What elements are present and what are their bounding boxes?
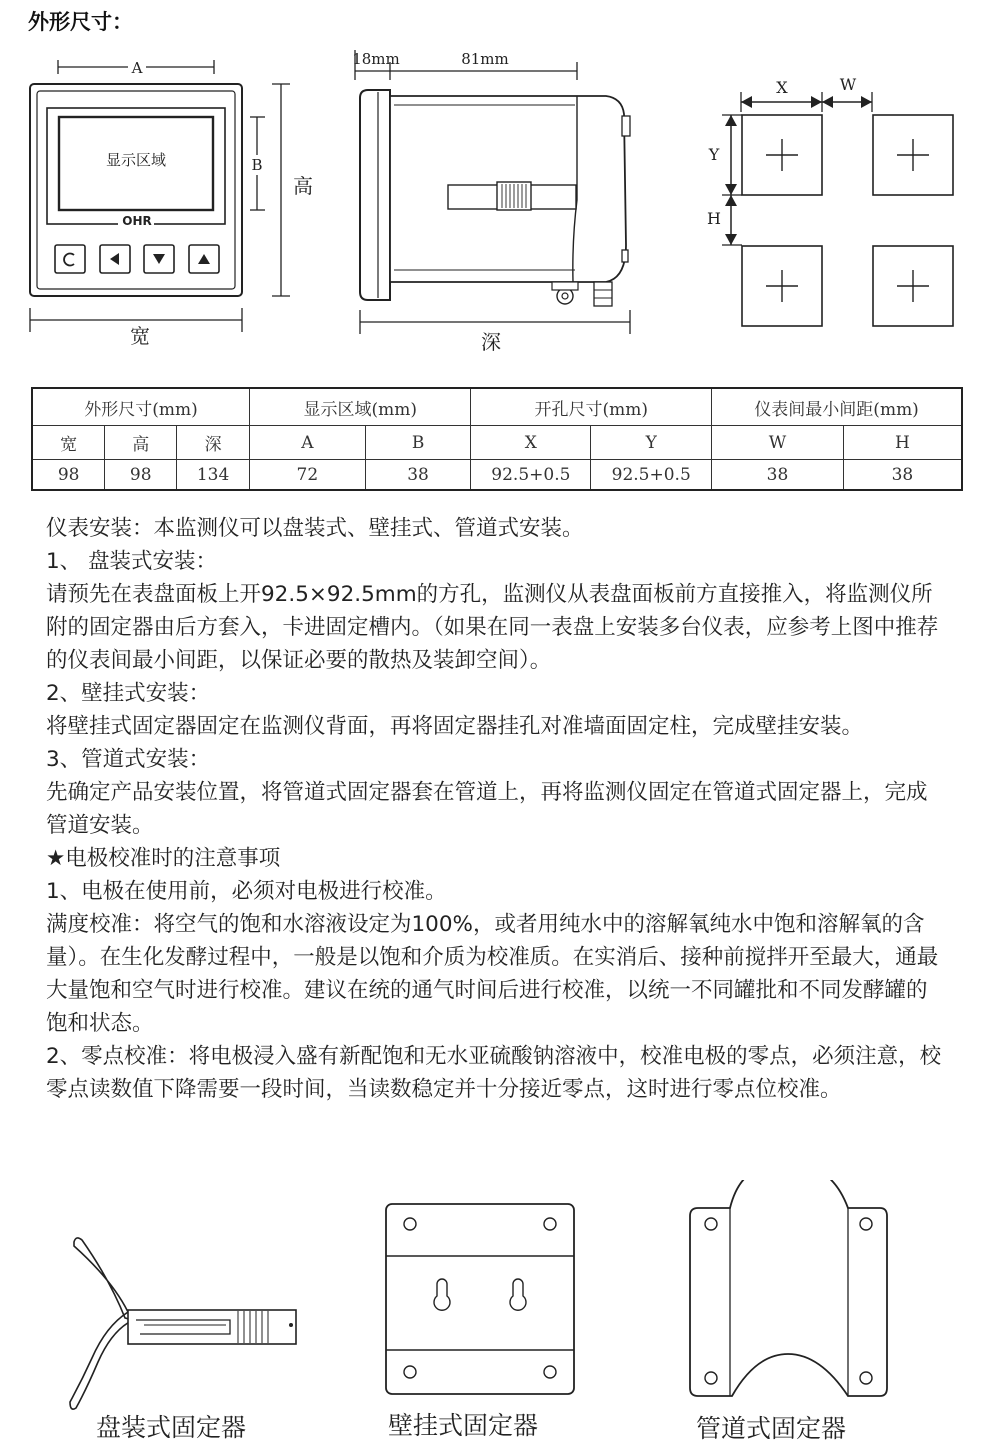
side-view (352, 50, 630, 354)
paragraph: 2、零点校准：将电极浸入盛有新配饱和无水亚硫酸钠溶液中，校准电极的零点，必须注意，校零点读数值下降需要一段时间，当读数稳定并十分接近零点，这时进行零点位校准。 (46, 1044, 942, 1102)
table-cell: 38 (843, 460, 962, 491)
w-label: W (839, 75, 857, 94)
height-label: 高 (293, 174, 313, 198)
spec-table (31, 387, 963, 491)
up-triangle-icon (189, 245, 219, 273)
fixtures-illustration (0, 1180, 990, 1410)
depth-label: 深 (481, 330, 501, 354)
paragraph: 2、壁挂式安装： (46, 681, 211, 706)
cutout-square (742, 246, 822, 326)
column-header: B (365, 426, 471, 460)
fixture-caption: 管道式固定器 (696, 1414, 847, 1443)
table-cell: 98 (32, 460, 105, 491)
dim-front-label: 18mm (352, 50, 400, 68)
installation-text (46, 512, 946, 1106)
display-area-label: 显示区域 (105, 151, 167, 169)
front-view (30, 59, 313, 348)
left-triangle-icon (100, 245, 130, 273)
table-cell: 92.5+0.5 (471, 460, 591, 491)
column-header: 高 (105, 426, 177, 460)
paragraph: 1、电极在使用前，必须对电极进行校准。 (46, 879, 447, 904)
dim-body-label: 81mm (461, 50, 509, 68)
column-header: 深 (177, 426, 250, 460)
cutout-square (873, 246, 953, 326)
table-cell: 72 (250, 460, 366, 491)
group-header-display: 显示区域(mm) (250, 388, 471, 426)
group-header-spacing: 仪表间最小间距(mm) (712, 388, 962, 426)
paragraph: 3、管道式安装： (46, 747, 211, 772)
group-header-cutout: 开孔尺寸(mm) (471, 388, 712, 426)
down-triangle-icon (144, 245, 174, 273)
fixture-caption: 盘装式固定器 (96, 1413, 247, 1442)
column-header: H (843, 426, 962, 460)
group-header-outline: 外形尺寸(mm) (32, 388, 250, 426)
column-header: 宽 (32, 426, 105, 460)
panel-mount-fixture-drawing (70, 1238, 296, 1409)
paragraph: 满度校准：将空气的饱和水溶液设定为100%，或者用纯水中的溶解氧纯水中饱和溶解氧的含量）。在生化发酵过程中，一般是以饱和介质为校准质。在实消后、接种前搅拌开至最大，通最大量饱和空气时进行校准。建议在统的通气时间后进行校准，以统一不同罐批和不同发酵罐的饱和状态。 (46, 912, 939, 1036)
paragraph: 请预先在表盘面板上开92.5×92.5mm的方孔，监测仪从表盘面板前方直接推入，将监测仪所附的固定器由后方套入，卡进固定槽内。（如果在同一表盘上安装多台仪表，应参考上图中推荐的仪表间最小间距，以保证必要的散热及装卸空间）。 (46, 582, 939, 673)
table-cell: 38 (365, 460, 471, 491)
brand-logo: OHR (122, 214, 152, 228)
column-header: Y (591, 426, 712, 460)
column-header: A (250, 426, 366, 460)
y-label: Y (708, 145, 720, 164)
table-cell: 134 (177, 460, 250, 491)
power-cycle-icon (55, 245, 85, 273)
cutout-square (873, 115, 953, 195)
paragraph: 1、 盘装式安装： (46, 549, 218, 574)
paragraph: 仪表安装：本监测仪可以盘装式、壁挂式、管道式安装。 (46, 516, 584, 541)
cutout-layout (707, 75, 953, 326)
table-cell: 98 (105, 460, 177, 491)
fixture-caption: 壁挂式固定器 (388, 1411, 539, 1440)
cutout-square (742, 115, 822, 195)
dim-b-label: B (251, 156, 263, 174)
dim-a-label: A (131, 59, 143, 77)
paragraph: 将壁挂式固定器固定在监测仪背面，再将固定器挂孔对准墙面固定柱，完成壁挂安装。 (46, 714, 864, 739)
h-label: H (707, 209, 721, 228)
column-header: X (471, 426, 591, 460)
table-cell: 38 (712, 460, 844, 491)
column-header: W (712, 426, 844, 460)
pipe-mount-fixture-drawing (690, 1180, 887, 1396)
table-cell: 92.5+0.5 (591, 460, 712, 491)
paragraph: 先确定产品安装位置，将管道式固定器套在管道上，再将监测仪固定在管道式固定器上，完成管道安装。 (46, 780, 928, 838)
x-label: X (776, 78, 788, 97)
wall-mount-fixture-drawing (386, 1204, 574, 1394)
section-heading: 外形尺寸： (28, 10, 133, 34)
dimension-diagram (0, 0, 990, 380)
width-label: 宽 (130, 324, 150, 348)
paragraph: ★电极校准时的注意事项 (46, 846, 281, 871)
